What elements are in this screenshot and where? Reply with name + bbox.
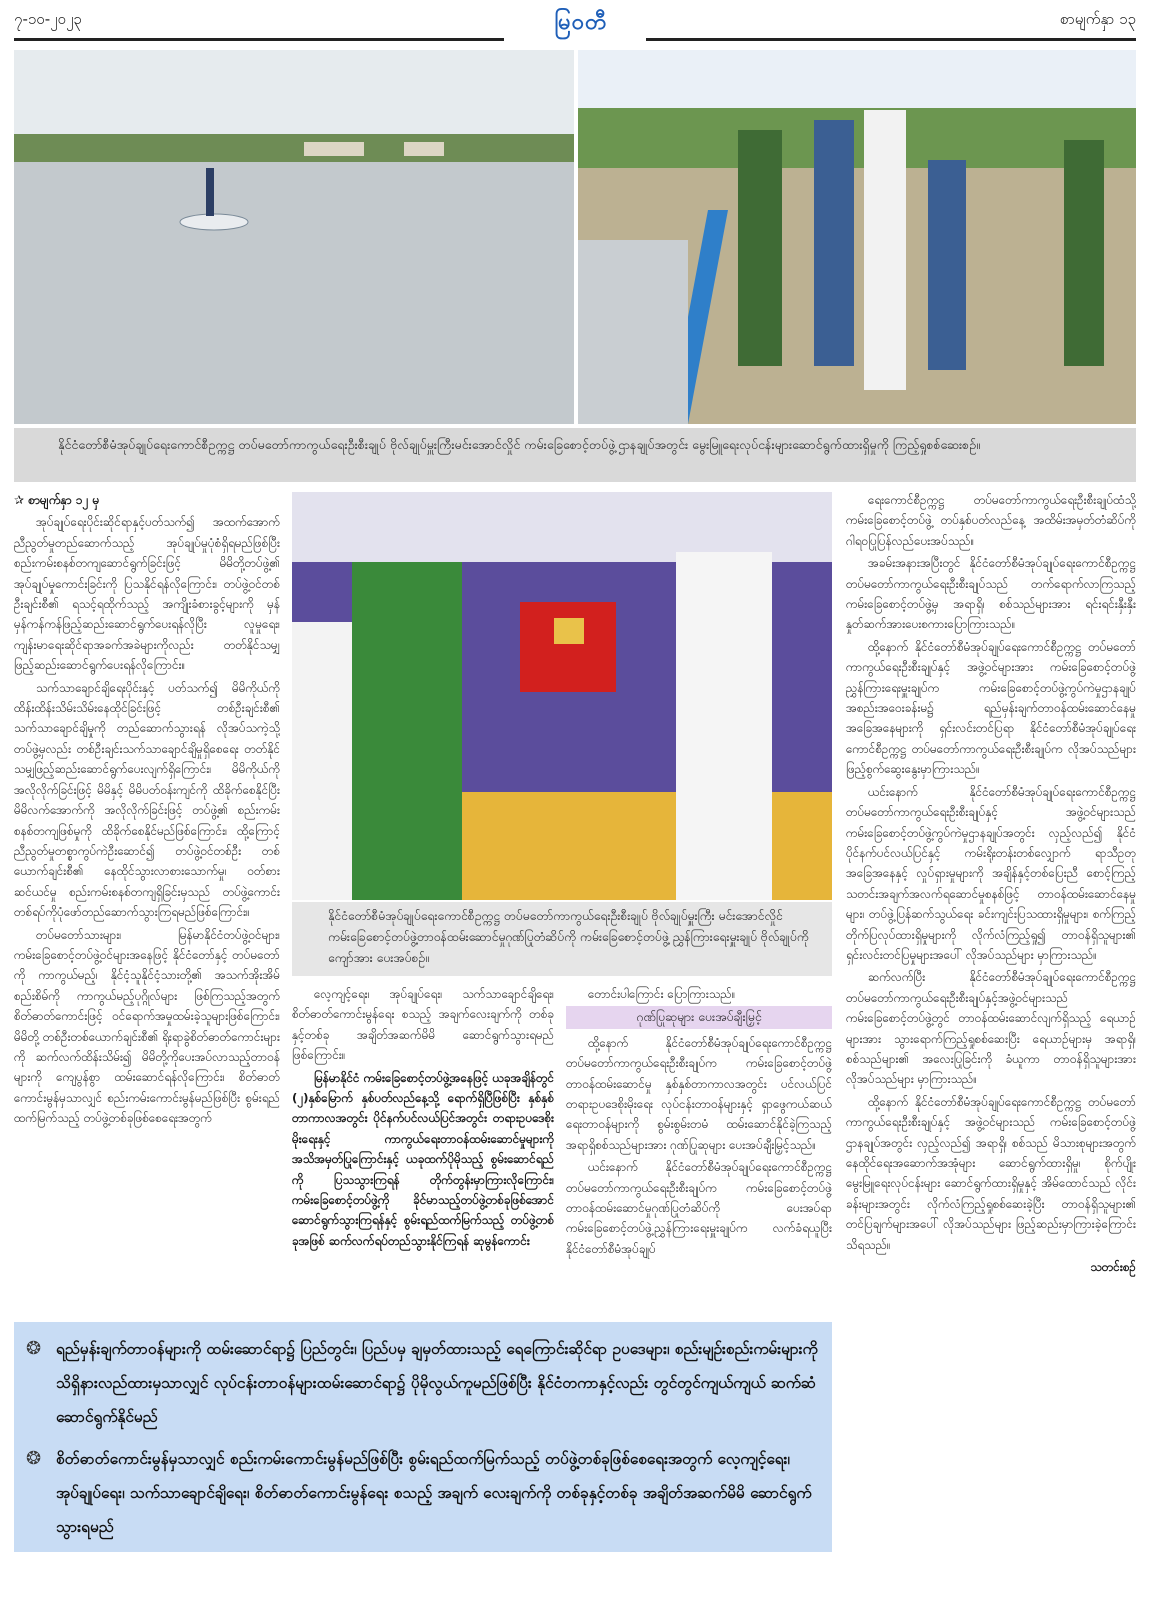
header-rule-left xyxy=(14,38,504,41)
photo-pond-illustration xyxy=(14,50,574,424)
paragraph: အခမ်းအနားအပြီးတွင် နိုင်ငံတော်စီမံအုပ်ချုပ်ရေးကောင်စီဥက္ကဋ္ဌ တပ်မတော်ကာကွယ်ရေးဦးစီးချုပ်သည် တက်ရောက်လာကြသည့် ကမ်းခြေစောင့်တပ်ဖွဲ့မှ အရာရှိ၊ စစ်သည်များအား ရင်းရင်းနှီးနှီး နှုတ်ဆက်အားပေးစကားပြောကြားသည်။ xyxy=(846,556,1136,632)
paragraph: ဆက်လက်ပြီး နိုင်ငံတော်စီမံအုပ်ချုပ်ရေးကောင်စီဥက္ကဋ္ဌ တပ်မတော်ကာကွယ်ရေးဦးစီးချုပ်နှင့်အဖွဲ့ဝင်များသည် ကမ်းခြေစောင့်တပ်ဖွဲ့တွင် တာဝန်ထမ်းဆောင်လျက်ရှိသည့် ရေယာဉ်များအား သွားရောက်ကြည့်ရှုစစ်ဆေးပြီး ရေယာဉ်များမှ အရာရှိ၊ စစ်သည်များ၏ အလေးပြုခြင်းကို ခံယူကာ တာဝန်ရှိသူများအား လိုအပ်သည်များ မှာကြားသည်။ xyxy=(846,970,1136,1087)
photo-award-presentation xyxy=(292,492,832,900)
flower-bullet-icon: ❂ xyxy=(26,1338,42,1359)
flower-bullet-icon: ❂ xyxy=(26,1448,42,1469)
article-column-1 xyxy=(14,490,280,1310)
section-subheading: ဂုဏ်ပြုဆုများ ပေးအပ်ချီးမြှင့် xyxy=(566,1006,832,1028)
paragraph: သက်သာချောင်ချိရေးပိုင်းနှင့် ပတ်သက်၍ မိမိကိုယ်ကို ထိန်းထိန်းသိမ်းသိမ်းနေထိုင်ခြင်းဖြင့် တစ်ဦးချင်းစီ၏ သက်သာချောင်ချိမှုကို တည်ဆောက်သွားရန် လိုအပ်သကဲ့သို့ တပ်ဖွဲ့မှလည်း တစ်ဦးချင်းသက်သာချောင်ချိမှုရှိစေရေး တတ်နိုင်သမျှဖြည့်ဆည်းဆောင်ရွက်ပေးလျက်ရှိကြောင်း၊ မိမိကိုယ်ကို အလိုလိုက်ခြင်းဖြင့် မိမိနှင့် မိမိပတ်ဝန်းကျင်ကို ထိခိုက်စေနိုင်ပြီး မိမိလက်အောက်ကို အလိုလိုက်ခြင်းဖြင့် တပ်ဖွဲ့၏ စည်းကမ်းစနစ်တကျဖြစ်မှုကို ထိခိုက်စေနိုင်မည်ဖြစ်ကြောင်း၊ ထို့ကြောင့် ညီညွတ်မှုတစ္စာကွပ်ကဲဦးဆောင်၍ တပ်ဖွဲ့ဝင်တစ်ဦး တစ်ယောက်ချင်းစီ၏ နေထိုင်သွားလာစားသောက်မှု၊ ဝတ်စားဆင်ယင်မှု စည်းကမ်းစနစ်တကျရှိခြင်းမှသည် တပ်ဖွဲ့ကောင်းတစ်ရပ်ကိုပုံဖော်တည်ဆောက်သွားကြရမည်ဖြစ်ကြောင်း။ xyxy=(14,680,280,920)
continued-from: ✰ စာမျက်နှာ ၁၂ မှ xyxy=(14,493,100,507)
photo-inspection-illustration xyxy=(578,50,1136,424)
key-point xyxy=(26,1332,822,1434)
photo-inspection xyxy=(578,50,1136,424)
key-points-box xyxy=(14,1322,832,1552)
key-point-text: စိတ်ဓာတ်ကောင်းမွန်မှသာလျှင် စည်းကမ်းကောင်းမွန်မည်ဖြစ်ပြီး စွမ်းရည်ထက်မြက်သည့် တပ်ဖွဲ့တစ်ခုဖြစ်စေရေးအတွက် လေ့ကျင့်ရေး၊ အုပ်ချုပ်ရေး၊ သက်သာချောင်ချိရေး၊ စိတ်ဓာတ်ကောင်းမွန်ရေး စသည့် အချက် လေးချက်ကို တစ်ခုနှင့်တစ်ခု အချိတ်အဆက်မိမိ ဆောင်ရွက်သွားရမည် xyxy=(56,1450,812,1536)
issue-date: ၇-၁၀-၂၀၂၃ xyxy=(14,10,82,28)
paragraph: လေ့ကျင့်ရေး၊ အုပ်ချုပ်ရေး၊ သက်သာချောင်ချိရေး၊ စိတ်ဓာတ်ကောင်းမွန်ရေး စသည့် အချက်လေးချက်ကို တစ်ခုနှင့်တစ်ခု အချိတ်အဆက်မိမိ ဆောင်ရွက်သွားရမည်ဖြစ်ကြောင်း။ xyxy=(292,987,554,1063)
paragraph: ယင်းနောက် နိုင်ငံတော်စီမံအုပ်ချုပ်ရေးကောင်စီဥက္ကဋ္ဌ တပ်မတော်ကာကွယ်ရေးဦးစီးချုပ်နှင့် အဖွဲ့ဝင်များသည် ကမ်းခြေစောင့်တပ်ဖွဲ့ကွပ်ကဲမှုဌာနချုပ်အတွင်း လှည့်လည်၍ နိုင်ငံပိုင်နက်ပင်လယ်ပြင်နှင့် ကမ်းရိုးတန်းတစ်လျှောက် ရာသီဥတုအခြေအနေနှင့် လှုပ်ရှားမှုများကို အချိန်နှင့်တစ်ပြေးညီ စောင့်ကြည့်သတင်းအချက်အလက်ရဆောင်မှုစနစ်ဖြင့် တာဝန်ထမ်းဆောင်နေမှုများ၊ တပ်ဖွဲ့ပြန်ဆက်သွယ်ရေး ခင်းကျင်းပြသထားရှိမှုများ၊ စက်ကြည့်တိုက်ပြလုပ်ထားရှိမှုများကို လိုက်လံကြည့်ရှု၍ တာဝန်ရှိသူများ၏ ရှင်းလင်းတင်ပြမှုများအပေါ် လိုအပ်သည်များ မှာကြားသည်။ xyxy=(846,784,1136,962)
paragraph: ယင်းနောက် နိုင်ငံတော်စီမံအုပ်ချုပ်ရေးကောင်စီဥက္ကဋ္ဌ တပ်မတော်ကာကွယ်ရေးဦးစီးချုပ်က ကမ်းခြေစောင့်တပ်ဖွဲ့တာဝန်ထမ်းဆောင်မှုဂုဏ်ပြုတံဆိပ်ကို ပေးအပ်ရာ ကမ်းခြေစောင့်တပ်ဖွဲ့ညွှန်ကြားရေးမှူးချုပ်က လက်ခံရယူပြီး နိုင်ငံတော်စီမံအုပ်ချုပ် xyxy=(566,1160,832,1256)
newspaper-logo xyxy=(516,6,646,40)
paragraph: တပ်မတော်သားများ၊ မြန်မာနိုင်ငံတပ်ဖွဲ့ဝင်များ၊ ကမ်းခြေစောင့်တပ်ဖွဲ့ဝင်များအနေဖြင့် နိုင်ငံတော်နှင့် တပ်မတော်ကို ကာကွယ်မည့်၊ နိုင်ငံ့သူနိုင်ငံ့သားတို့၏ အသက်အိုးအိမ်စည်းစိမ်ကို ကာကွယ်မည့်ပုဂ္ဂိုလ်များ ဖြစ်ကြသည့်အတွက် စိတ်ဓာတ်ကောင်းဖြင့် ဝင်ရောက်အမှုထမ်းခဲ့သူများဖြစ်ကြောင်း၊ မိမိတို့ တစ်ဦးတစ်ယောက်ချင်းစီ၏ ရိုးရာခွဲစိတ်ဓာတ်ကောင်းများကို ဆက်လက်ထိန်းသိမ်း၍ မိမိတို့ကိုပေးအပ်လာသည့်တာဝန်များကို ကျေပွန်စွာ ထမ်းဆောင်ရန်လိုကြောင်း၊ စိတ်ဓာတ်ကောင်းမွန်မှသာလျှင် စည်းကမ်းကောင်းမွန်မည်ဖြစ်ပြီး စွမ်းရည်ထက်မြက်သည့် တပ်ဖွဲ့တစ်ခုဖြစ်စေရေးအတွက် xyxy=(14,927,280,1126)
article-column-4 xyxy=(846,490,1136,1550)
page-number: စာမျက်နှာ ၁၃ xyxy=(1060,10,1136,28)
paragraph: ထို့နောက် နိုင်ငံတော်စီမံအုပ်ချုပ်ရေးကောင်စီဥက္ကဋ္ဌ တပ်မတော်ကာကွယ်ရေးဦးစီးချုပ်က ကမ်းခြေစောင့်တပ်ဖွဲ့တာဝန်ထမ်းဆောင်မှု နှစ်နှစ်တာကာလအတွင်း ပင်လယ်ပြင်တရားဥပဒေစိုးမိုးရေး လုပ်ငန်းတာဝန်များနှင့် ရှာဖွေကယ်ဆယ်ရေးတာဝန်များကို စွမ်းစွမ်းတမံ ထမ်းဆောင်နိုင်ခဲ့ကြသည့် အရာရှိစစ်သည်များအား ဂုဏ်ပြုဆုများ ပေးအပ်ချီးမြှင့်သည်။ xyxy=(566,1035,832,1152)
paragraph: ထို့နောက် နိုင်ငံတော်စီမံအုပ်ချုပ်ရေးကောင်စီဥက္ကဋ္ဌ တပ်မတော်ကာကွယ်ရေးဦးစီးချုပ်နှင့် အဖွဲ့ဝင်များအား ကမ်းခြေစောင့်တပ်ဖွဲ့ညွှန်ကြားရေးမှူးချုပ်က ကမ်းခြေစောင့်တပ်ဖွဲ့ကွပ်ကဲမှုဌာနချုပ်အစည်းအဝေးခန်းမ၌ ရည်မှန်းချက်တာဝန်ထမ်းဆောင်နေမှုအခြေအနေများကို ရှင်းလင်းတင်ပြရာ နိုင်ငံတော်စီမံအုပ်ချုပ်ရေးကောင်စီဥက္ကဋ္ဌ တပ်မတော်ကာကွယ်ရေးဦးစီးချုပ်က လိုအပ်သည်များ ဖြည့်စွက်ဆွေးနွေးမှာကြားသည်။ xyxy=(846,639,1136,777)
logo-text: မြဝတီ xyxy=(554,8,608,35)
photo-caption-center: နိုင်ငံတော်စီမံအုပ်ချုပ်ရေးကောင်စီဥက္ကဋ္ဌ တပ်မတော်ကာကွယ်ရေးဦးစီးချုပ် ဗိုလ်ချုပ်မှူးကြီး မင်းအောင်လှိုင် ကမ်းခြေစောင့်တပ်ဖွဲ့တာဝန်ထမ်းဆောင်မှုဂုဏ်ပြုတံဆိပ်ကို ကမ်းခြေစောင့်တပ်ဖွဲ့ ညွှန်ကြားရေးမှူးချုပ် ဗိုလ်ချုပ်ကိုကျော်အား ပေးအပ်စဉ်။ xyxy=(292,902,832,976)
key-point xyxy=(26,1442,822,1544)
byline: သတင်းစဉ် xyxy=(1090,1260,1136,1275)
article-column-2 xyxy=(292,984,554,1314)
photo-pond xyxy=(14,50,574,424)
article-column-3 xyxy=(566,984,832,1314)
header-rule-right xyxy=(646,38,1136,41)
key-point-text: ရည်မှန်းချက်တာဝန်များကို ထမ်းဆောင်ရာ၌ ပြည်တွင်း၊ ပြည်ပမှ ချမှတ်ထားသည့် ရေကြောင်းဆိုင်ရာ ဥပဒေများ၊ စည်းမျဉ်းစည်းကမ်းများကို သိရှိနားလည်ထားမှသာလျှင် လုပ်ငန်းတာဝန်များထမ်းဆောင်ရာ၌ ပိုမိုလွယ်ကူမည်ဖြစ်ပြီး နိုင်ငံတကာနှင့်လည်း တွင်တွင်ကျယ်ကျယ် ဆက်ဆံဆောင်ရွက်နိုင်မည် xyxy=(56,1340,818,1426)
paragraph: တောင်းပါကြောင်း ပြောကြားသည်။ xyxy=(588,987,736,1001)
photo-award-illustration xyxy=(292,492,832,900)
paragraph: အုပ်ချုပ်ရေးပိုင်းဆိုင်ရာနှင့်ပတ်သက်၍ အထက်အောက် ညီညွတ်မှုတည်ဆောက်သည့် အုပ်ချုပ်မှုပုံစံရှိရမည်ဖြစ်ပြီး စည်းကမ်းစနစ်တကျဆောင်ရွက်ခြင်းဖြင့် မိမိတို့တပ်ဖွဲ့၏ အုပ်ချုပ်မှုကောင်းခြင်းကို ပြသနိုင်ရန်လိုကြောင်း၊ တပ်ဖွဲ့ဝင်တစ်ဦးချင်းစီ၏ ရသင့်ရထိုက်သည့် အကျိုးခံစားခွင့်များကို မှန်မှန်ကန်ကန်ဖြည့်ဆည်းဆောင်ရွက်ပေးရန်လိုပြီး လူမှုရေး၊ ကျန်းမာရေးဆိုင်ရာအခက်အခဲများကိုလည်း တတ်နိုင်သမျှဖြည့်ဆည်းဆောင်ရွက်ပေးရန်လိုကြောင်း။ xyxy=(14,515,280,673)
paragraph: ရေးကောင်စီဥက္ကဋ္ဌ တပ်မတော်ကာကွယ်ရေးဦးစီးချုပ်ထံသို့ ကမ်းခြေစောင့်တပ်ဖွဲ့ တပ်နှစ်ပတ်လည်နေ့ အထိမ်းအမှတ်တံဆိပ်ကို ဂါရဝပြုပြန်လည်ပေးအပ်သည်။ xyxy=(846,493,1136,548)
photo-caption-top: နိုင်ငံတော်စီမံအုပ်ချုပ်ရေးကောင်စီဥက္ကဋ္ဌ တပ်မတော်ကာကွယ်ရေးဦးစီးချုပ် ဗိုလ်ချုပ်မှူးကြီးမင်းအောင်လှိုင် ကမ်းခြေစောင့်တပ်ဖွဲ့ဌာနချုပ်အတွင်း မွေးမြူရေးလုပ်ငန်းများဆောင်ရွက်ထားရှိမှုကို ကြည့်ရှုစစ်ဆေးစဉ်။ xyxy=(14,428,1136,482)
paragraph: ထို့နောက် နိုင်ငံတော်စီမံအုပ်ချုပ်ရေးကောင်စီဥက္ကဋ္ဌ တပ်မတော်ကာကွယ်ရေးဦးစီးချုပ်နှင့် အဖွဲ့ဝင်များသည် ကမ်းခြေစောင့်တပ်ဖွဲ့ဌာနချုပ်အတွင်း လှည့်လည်၍ အရာရှိ၊ စစ်သည် မိသားစုများအတွက် နေထိုင်ရေးအဆောက်အအုံများ ဆောင်ရွက်ထားရှိမှု၊ စိုက်ပျိုးမွေးမြူရေးလုပ်ငန်းများ ဆောင်ရွက်ထားရှိမှုနှင့် အိမ်ထောင်သည် လိုင်းခန်းများအတွင်း လိုက်လံကြည့်ရှုစစ်ဆေးခဲ့ပြီး တာဝန်ရှိသူများ၏ တင်ပြချက်များအပေါ် လိုအပ်သည်များ ဖြည့်ဆည်းမှာကြားခဲ့ကြောင်း သိရသည်။ xyxy=(846,1094,1136,1252)
paragraph-bold: မြန်မာနိုင်ငံ ကမ်းခြေစောင့်တပ်ဖွဲ့အနေဖြင့် ယခုအချိန်တွင် (၂)နှစ်မြောက် နှစ်ပတ်လည်နေ့သို့ ရောက်ရှိပြီဖြစ်ပြီး နှစ်နှစ်တာကာလအတွင်း ပိုင်နက်ပင်လယ်ပြင်အတွင်း တရားဥပဒေစိုးမိုးရေးနှင့် ကာကွယ်ရေးတာဝန်ထမ်းဆောင်မှုများကို အသိအမှတ်ပြုကြောင်းနှင့် ယခုထက်ပိုမိုသည့် စွမ်းဆောင်ရည်ကို ပြသသွားကြရန် တိုက်တွန်းမှာကြားလိုကြောင်း၊ ကမ်းခြေစောင့်တပ်ဖွဲ့ကို ခိုင်မာသည့်တပ်ဖွဲ့တစ်ခုဖြစ်အောင် ဆောင်ရွက်သွားကြရန်နှင့် စွမ်းရည်ထက်မြက်သည့် တပ်ဖွဲ့တစ်ခုအဖြစ် ဆက်လက်ရပ်တည်သွားနိုင်ကြရန် ဆုမွန်ကောင်း xyxy=(292,1070,554,1248)
masthead xyxy=(14,6,1136,46)
